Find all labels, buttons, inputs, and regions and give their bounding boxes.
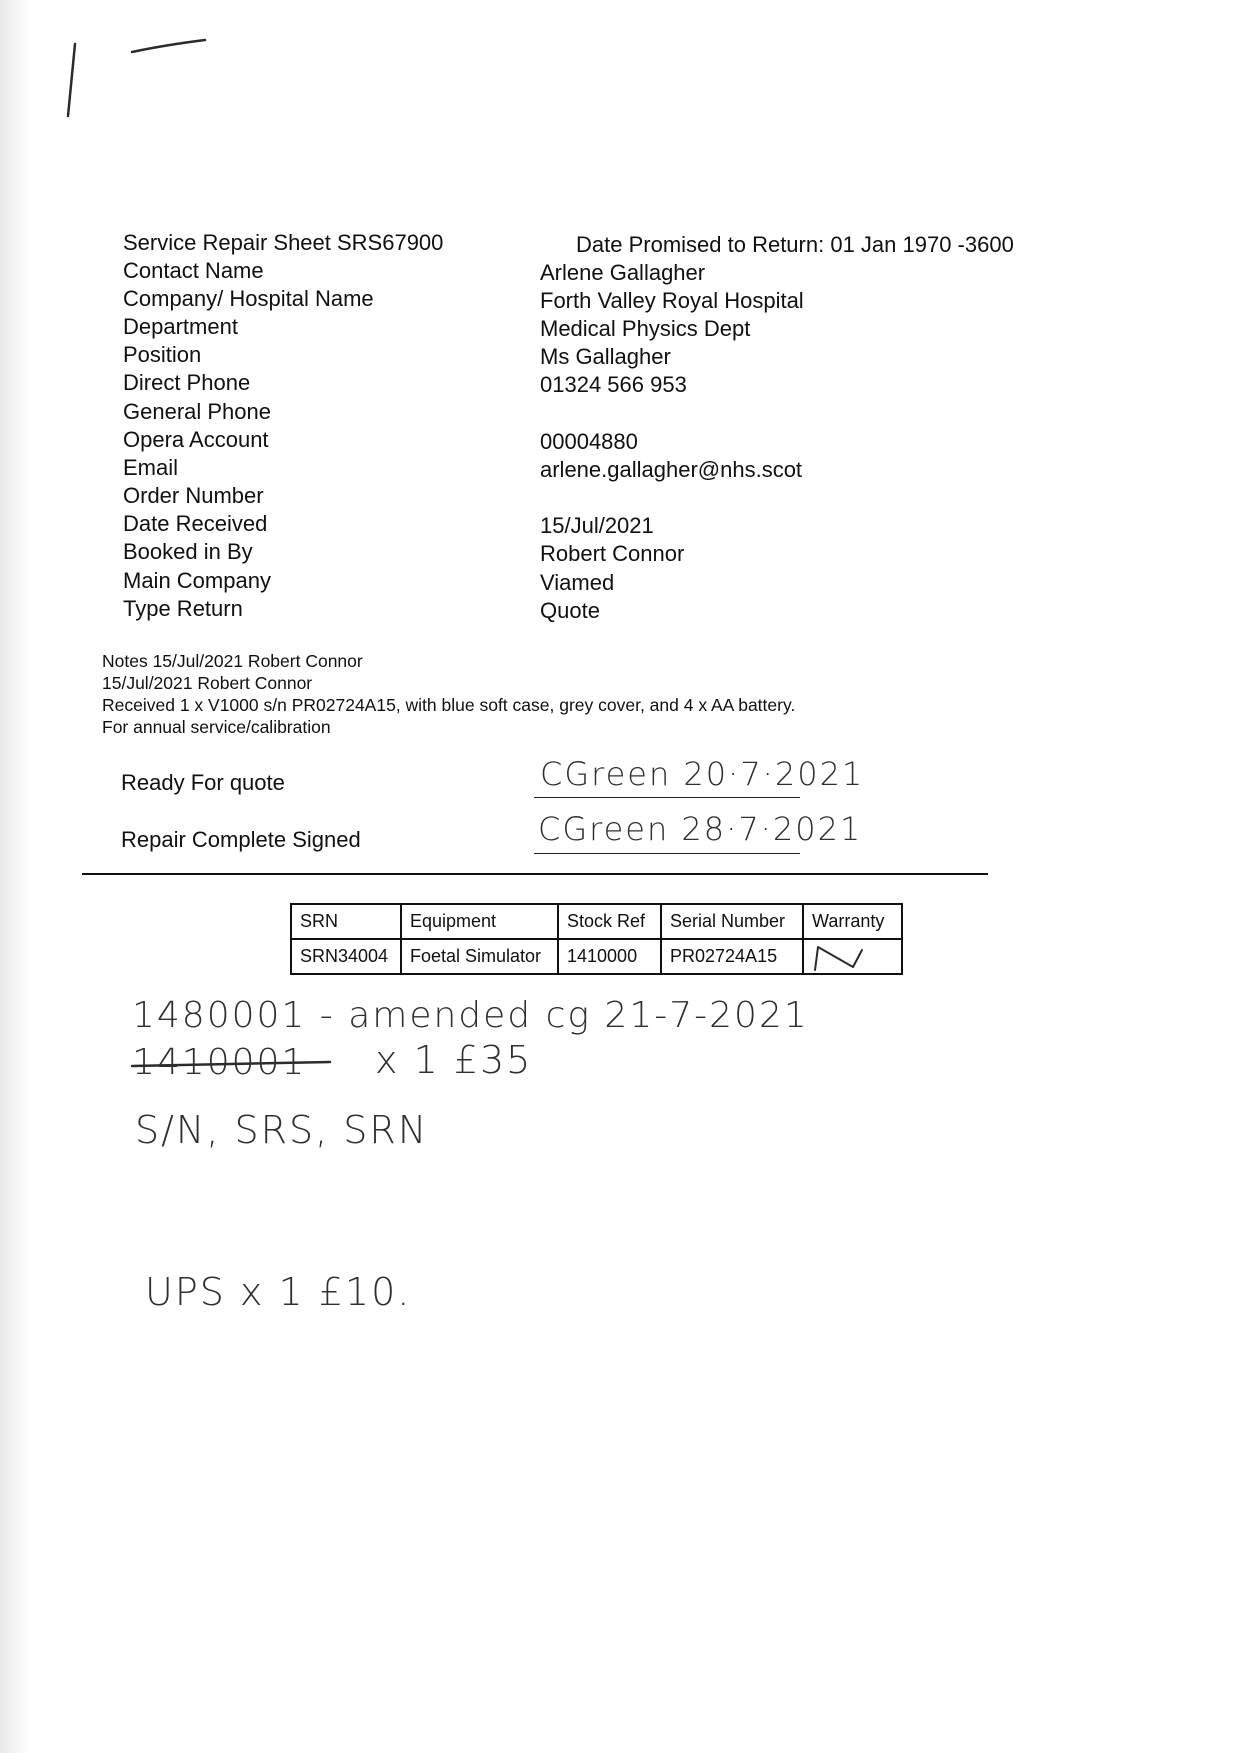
field-value: 01324 566 953 bbox=[540, 372, 687, 397]
handwritten-amendment: 1480001 - amended cg 21-7-2021 bbox=[132, 995, 809, 1036]
field-label: Department bbox=[123, 314, 238, 339]
complete-signature: CGreen 28·7·2021 bbox=[538, 810, 863, 848]
notes-block bbox=[102, 650, 795, 738]
table-header-cell: Equipment bbox=[401, 904, 558, 939]
section-divider bbox=[82, 873, 988, 875]
field-label: Contact Name bbox=[123, 258, 264, 283]
field-label: Company/ Hospital Name bbox=[123, 286, 374, 311]
repair-complete-label: Repair Complete Signed bbox=[121, 827, 361, 852]
equipment-table bbox=[290, 903, 903, 975]
table-header-cell: Serial Number bbox=[661, 904, 803, 939]
notes-line: Received 1 x V1000 s/n PR02724A15, with blue soft case, grey cover, and 4 x AA battery. bbox=[102, 695, 796, 715]
pen-stroke-vertical bbox=[68, 44, 75, 116]
pen-stroke-horizontal bbox=[132, 40, 205, 52]
field-label: Opera Account bbox=[123, 427, 269, 452]
notes-line: Notes 15/Jul/2021 Robert Connor bbox=[102, 651, 363, 671]
table-header-row bbox=[291, 904, 902, 939]
table-row bbox=[291, 939, 902, 974]
notes-line: For annual service/calibration bbox=[102, 717, 331, 737]
field-label: Date Received bbox=[123, 511, 268, 536]
field-value: Forth Valley Royal Hospital bbox=[540, 288, 804, 313]
handwritten-quantity-price: x 1 £35 bbox=[375, 1038, 533, 1082]
table-header-cell: Stock Ref bbox=[558, 904, 661, 939]
scan-edge bbox=[0, 0, 30, 1753]
field-value: arlene.gallagher@nhs.scot bbox=[540, 457, 803, 482]
table-cell: Foetal Simulator bbox=[401, 939, 558, 974]
field-label: Email bbox=[123, 455, 179, 480]
field-label: Booked in By bbox=[123, 539, 253, 564]
field-label: Order Number bbox=[123, 483, 264, 508]
field-label: General Phone bbox=[123, 399, 271, 424]
ready-signature-line bbox=[534, 797, 800, 798]
ready-for-quote-label: Ready For quote bbox=[121, 770, 285, 795]
handwritten-ups-charge: UPS x 1 £10. bbox=[145, 1270, 412, 1314]
complete-signature-line bbox=[534, 853, 800, 854]
sheet-title: Service Repair Sheet SRS67900 bbox=[123, 230, 444, 255]
table-cell: 1410000 bbox=[558, 939, 661, 974]
field-value: Arlene Gallagher bbox=[540, 260, 706, 285]
table-header-cell: Warranty bbox=[803, 904, 902, 939]
warranty-value bbox=[812, 946, 825, 966]
ready-signature: CGreen 20·7·2021 bbox=[540, 755, 865, 793]
field-value: Quote bbox=[540, 598, 600, 623]
field-value: Medical Physics Dept bbox=[540, 316, 751, 341]
field-label: Direct Phone bbox=[123, 370, 251, 395]
field-label: Position bbox=[123, 342, 202, 367]
field-value: Viamed bbox=[540, 570, 615, 595]
table-cell: PR02724A15 bbox=[661, 939, 803, 974]
field-value: 00004880 bbox=[540, 429, 638, 454]
handwritten-struck-stock: 1410001 bbox=[132, 1042, 307, 1083]
table-header-cell: SRN bbox=[291, 904, 401, 939]
table-cell-warranty bbox=[803, 939, 902, 974]
field-value: Ms Gallagher bbox=[540, 344, 671, 369]
field-value: 15/Jul/2021 bbox=[540, 513, 654, 538]
date-promised: Date Promised to Return: 01 Jan 1970 -3600 bbox=[576, 232, 1014, 257]
table-cell: SRN34004 bbox=[291, 939, 401, 974]
field-label: Type Return bbox=[123, 596, 243, 621]
field-value: Robert Connor bbox=[540, 541, 685, 566]
notes-line: 15/Jul/2021 Robert Connor bbox=[102, 673, 313, 693]
field-label: Main Company bbox=[123, 568, 271, 593]
handwritten-serial-note: S/N, SRS, SRN bbox=[135, 1108, 429, 1152]
